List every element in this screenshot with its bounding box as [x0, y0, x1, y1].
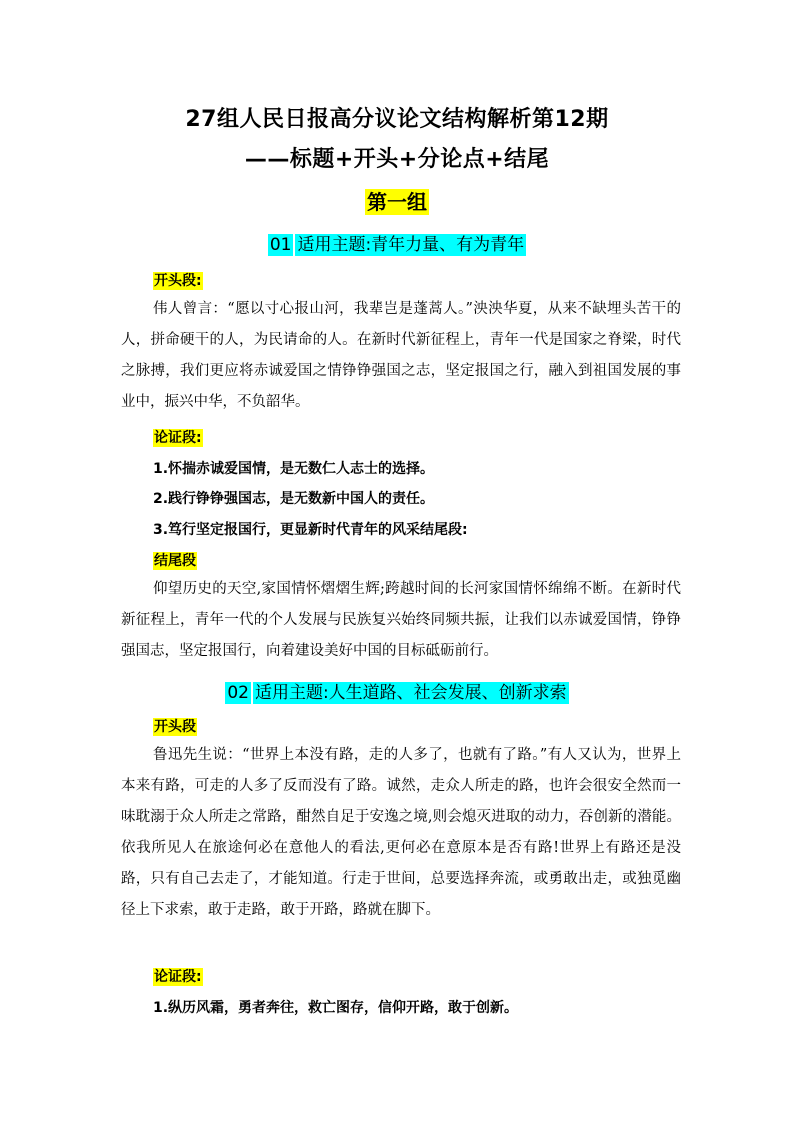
document-subtitle: ——标题+开头+分论点+结尾: [244, 147, 550, 172]
section-number: 01: [269, 235, 292, 255]
argument-point: 1.怀揣赤诚爱国情，是无数仁人志士的选择。: [153, 461, 435, 477]
opening-label: [153, 270, 203, 290]
section-topic: 适用主题:人生道路、社会发展、创新求索: [254, 683, 567, 703]
argument-point: 3.笃行坚定报国行，更显新时代青年的风采结尾段:: [153, 522, 468, 538]
group-heading: [0, 186, 794, 215]
argument-label: [153, 427, 203, 447]
document-title: 27组人民日报高分议论文结构解析第12期: [185, 107, 609, 132]
argument-label-text: 论证段:: [154, 430, 202, 446]
ending-paragraph: 仰望历史的天空,家国情怀熠熠生辉;跨越时间的长河家国情怀绵绵不断。在新时代新征程上，青年一代的个人发展与民族复兴始终同频共振，让我们以赤诚爱国情，铮铮强国志，坚定报国行，向着建设美好中国的目标砥砺前行。: [121, 581, 681, 659]
ending-label: [153, 550, 197, 570]
opening-paragraph: 伟人曾言：“愿以寸心报山河，我辈岂是蓬蒿人。”泱泱华夏，从来不缺埋头苦干的人，拼命硬干的人，为民请命的人。在新时代新征程上，青年一代是国家之脊梁，时代之脉搏，我们更应将赤诚爱国之情铮铮强国之志，坚定报国之行，融入到祖国发展的事业中，振兴中华，不负韶华。: [121, 301, 681, 410]
opening-label: [153, 716, 197, 736]
ending-label-text: 结尾段: [154, 553, 196, 569]
section-number: 02: [227, 683, 249, 703]
argument-label: [153, 966, 203, 986]
opening-paragraph: 鲁迅先生说：“世界上本没有路，走的人多了，也就有了路。”有人又认为，世界上本来有路，可走的人多了反而没有了路。诚然，走众人所走的路，也许会很安全然而一味耽溺于众人所走之常路，酣然自足于安逸之境,则会熄灭进取的动力，吞创新的潜能。依我所见人在旅途何必在意他人的看法,更何必在意原本是否有路!世界上有路还是没路，只有自己去走了，才能知道。行走于世间，总要选择奔流，或勇敢出走，或独觅幽径上下求索，敢于走路，敢于开路，路就在脚下。: [121, 747, 681, 918]
argument-label-text: 论证段:: [154, 969, 202, 985]
section-topic-heading: [0, 230, 794, 255]
group-heading-text: 第一组: [367, 190, 427, 214]
section-topic: 适用主题:青年力量、有为青年: [297, 235, 525, 255]
opening-label-text: 开头段: [154, 719, 196, 735]
section-topic-heading: [0, 678, 794, 703]
argument-point: 2.践行铮铮强国志，是无数新中国人的责任。: [153, 491, 435, 507]
opening-label-text: 开头段:: [154, 273, 202, 289]
argument-point: 1.纵历风霜，勇者奔往，救亡图存，信仰开路，敢于创新。: [153, 1000, 519, 1016]
